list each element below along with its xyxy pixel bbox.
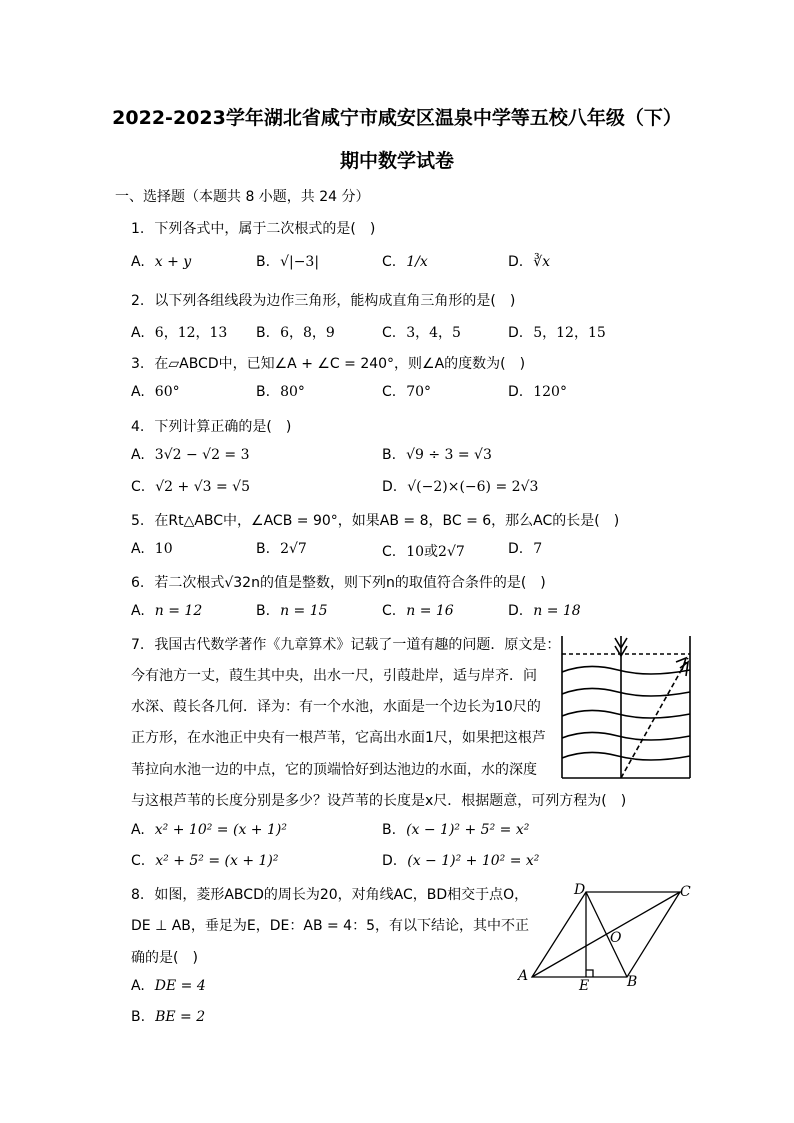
option-d: D. √(−2)×(−6) = 2√3 [382,479,539,495]
option-b: B. 2√7 [256,541,307,557]
option-d: D. 7 [508,541,543,557]
question-text-line: 正方形，在水池正中央有一根芦苇，它高出水面1尺，如果把这根芦 [131,730,546,746]
option-c: C. 70° [382,384,432,400]
option-a: A. DE = 4 [131,978,206,994]
question-text-line: 确的是( ) [131,950,198,966]
option-c: C. 10或2√7 [382,544,465,560]
question-6: 6. 若二次根式√32n的值是整数，则下列n的取值符合条件的是( ) [131,575,546,591]
option-c: C. n = 16 [382,603,454,619]
label-b: B [627,974,638,990]
option-a: A. 10 [131,541,173,557]
right-angle-mark [586,970,593,977]
option-b: B. 6，8，9 [256,325,335,341]
label-e: E [579,978,590,990]
question-text-line: DE ⊥ AB，垂足为E，DE：AB = 4：5，有以下结论，其中不正 [131,918,530,934]
option-a: A. 60° [131,384,180,400]
exam-title-line2: 期中数学试卷 [339,150,454,172]
water-wave [562,732,690,740]
option-d: D. n = 18 [508,603,581,619]
option-b: B. √9 ÷ 3 = √3 [382,447,492,463]
question-text-line: 水深、葭长各几何．译为：有一个水池，水面是一个边长为10尺的 [131,699,541,715]
option-d: D. 120° [508,384,567,400]
option-b: B. √|−3| [256,254,320,270]
option-b: B. (x − 1)² + 5² = x² [382,822,530,838]
option-c: C. 3，4，5 [382,325,461,341]
question-1 [131,218,375,238]
question-text: 下列各式中，属于二次根式的是( ) [154,221,376,237]
option-d: D. (x − 1)² + 10² = x² [382,853,540,869]
pond-reed-figure [558,632,694,780]
option-a: A. x² + 10² = (x + 1)² [131,822,287,838]
question-7: 7. 我国古代数学著作《九章算术》记载了一道有趣的问题．原文是： [131,637,561,653]
option-b: B. 80° [256,384,305,400]
label-o: O [610,930,622,946]
water-wave [562,666,690,674]
option-a: A. n = 12 [131,603,203,619]
rhombus-figure [514,880,700,990]
water-wave [562,710,690,718]
option-b: B. BE = 2 [131,1009,206,1025]
water-wave [562,688,690,696]
option-c: C. √2 + √3 = √5 [131,479,250,495]
label-c: C [680,884,691,900]
question-number: 1. [131,221,145,237]
exam-title-line1: 2022-2023学年湖北省咸宁市咸安区温泉中学等五校八年级（下） [112,107,682,129]
question-3: 3. 在▱ABCD中，已知∠A + ∠C = 240°，则∠A的度数为( ) [131,356,526,372]
reed-tip-pulled [676,658,688,676]
label-a: A [518,968,529,984]
water-wave [562,752,690,760]
option-b: B. n = 15 [256,603,328,619]
label-d: D [574,882,586,898]
question-5: 5. 在Rt△ABC中，∠ACB = 90°，如果AB = 8，BC = 6，那么AC的长是( ) [131,513,620,529]
section-heading: 一、选择题（本题共 8 小题，共 24 分） [115,189,370,205]
option-d: D. ∛x [508,254,551,270]
question-text-line: 今有池方一丈，葭生其中央，出水一尺，引葭赴岸，适与岸齐．问 [131,668,537,684]
option-d: D. 5，12，15 [508,325,606,341]
option-a: A. x + y [131,254,192,270]
question-text-line: 与这根芦苇的长度分别是多少？设芦苇的长度是x尺．根据题意，可列方程为( ) [131,793,627,809]
question-8: 8. 如图，菱形ABCD的周长为20，对角线AC，BD相交于点O， [131,887,529,903]
option-c: C. x² + 5² = (x + 1)² [131,853,279,869]
question-text-line: 苇拉向水池一边的中点，它的顶端恰好到达池边的水面，水的深度 [131,762,537,778]
option-c: C. 1/x [382,254,428,270]
option-a: A. 3√2 − √2 = 3 [131,447,250,463]
question-2: 2. 以下列各组线段为边作三角形，能构成直角三角形的是( ) [131,293,516,309]
question-4: 4. 下列计算正确的是( ) [131,419,292,435]
option-a: A. 6，12，13 [131,325,228,341]
